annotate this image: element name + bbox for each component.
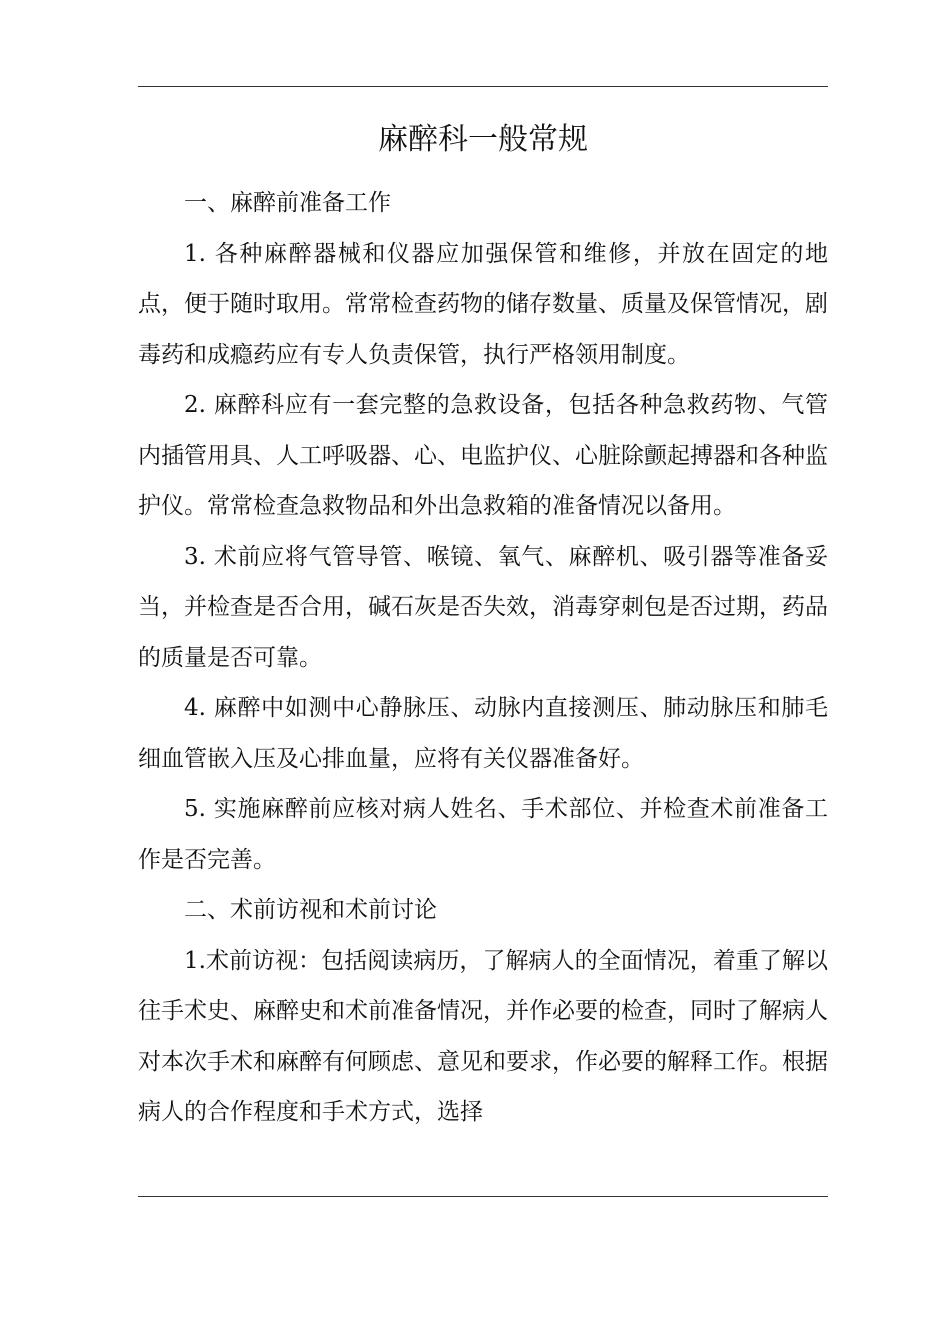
paragraph-1-5: 5. 实施麻醉前应核对病人姓名、手术部位、并检查术前准备工作是否完善。 <box>138 796 828 873</box>
section-heading-2: 二、术前访视和术前讨论 <box>184 897 437 923</box>
document-body <box>138 114 828 1138</box>
paragraph-2-1: 1.术前访视：包括阅读病历，了解病人的全面情况，着重了解以往手术史、麻醉史和术前准备情况，并作必要的检查，同时了解病人对本次手术和麻醉有何顾虑、意见和要求，作必要的解释工作。根据病人的合作程度和手术方式，选择 <box>138 947 828 1125</box>
section-heading-1: 一、麻醉前准备工作 <box>184 190 391 216</box>
paragraph-1-2: 2. 麻醉科应有一套完整的急救设备，包括各种急救药物、气管内插管用具、人工呼吸器、心、电监护仪、心脏除颤起搏器和各种监护仪。常常检查急救物品和外出急救箱的准备情况以备用。 <box>138 392 828 519</box>
bottom-rule <box>138 1196 828 1197</box>
top-rule <box>138 86 828 87</box>
document-title: 麻醉科一般常规 <box>378 122 588 157</box>
paragraph-1-4: 4. 麻醉中如测中心静脉压、动脉内直接测压、肺动脉压和肺毛细血管嵌入压及心排血量，应将有关仪器准备好。 <box>138 695 828 772</box>
paragraph-1-1: 1. 各种麻醉器械和仪器应加强保管和维修，并放在固定的地点，便于随时取用。常常检查药物的储存数量、质量及保管情况，剧毒药和成瘾药应有专人负责保管，执行严格领用制度。 <box>138 240 828 368</box>
paragraph-1-3: 3. 术前应将气管导管、喉镜、氧气、麻醉机、吸引器等准备妥当，并检查是否合用，碱石灰是否失效，消毒穿刺包是否过期，药品的质量是否可靠。 <box>138 543 828 671</box>
